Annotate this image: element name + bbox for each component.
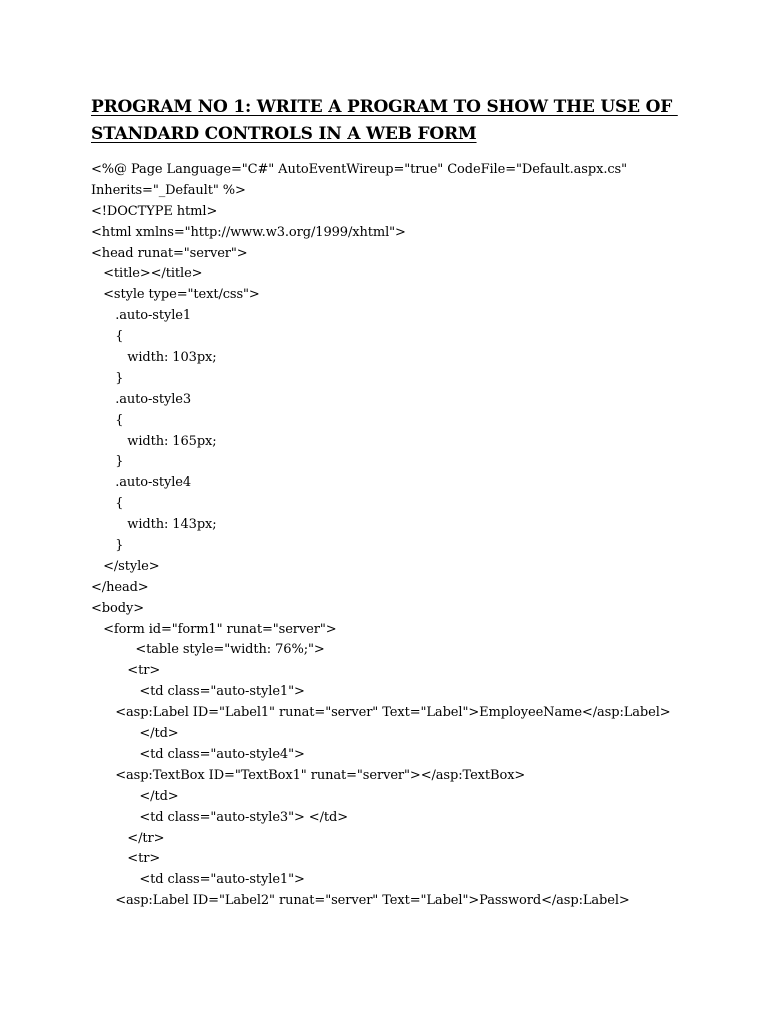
code-line: </td>	[91, 788, 179, 804]
code-line: <title></title>	[91, 266, 203, 282]
code-line: }	[91, 370, 124, 386]
code-line: <head runat="server">	[91, 245, 248, 261]
code-line: <!DOCTYPE html>	[91, 203, 218, 219]
code-line: {	[91, 412, 124, 428]
code-line: </td>	[91, 726, 179, 742]
code-listing	[91, 160, 751, 912]
code-line: <asp:Label ID="Label2" runat="server" Text="Label">Password</asp:Label>	[91, 893, 630, 909]
code-line: <body>	[91, 600, 144, 616]
code-line: <td class="auto-style1">	[91, 684, 305, 700]
code-line: Inherits="_Default" %>	[91, 182, 246, 198]
code-line: </style>	[91, 558, 160, 574]
program-heading	[91, 94, 711, 148]
code-line: .auto-style4	[91, 475, 192, 491]
code-line: width: 143px;	[91, 517, 217, 533]
code-line: {	[91, 329, 124, 345]
code-line: </head>	[91, 579, 149, 595]
code-line: {	[91, 496, 124, 512]
code-line: <%@ Page Language="C#" AutoEventWireup="true" CodeFile="Default.aspx.cs"	[91, 162, 627, 177]
heading-line-2: STANDARD CONTROLS IN A WEB FORM	[91, 124, 477, 144]
code-line: .auto-style1	[91, 308, 192, 324]
code-line: </tr>	[91, 830, 165, 846]
code-line: <td class="auto-style1">	[91, 872, 305, 888]
code-line: width: 103px;	[91, 350, 217, 366]
code-line: <tr>	[91, 663, 161, 679]
code-line: <asp:TextBox ID="TextBox1" runat="server"></asp:TextBox>	[91, 767, 526, 783]
heading-line-1: PROGRAM NO 1: WRITE A PROGRAM TO SHOW THE USE OF	[91, 97, 678, 117]
code-line: <tr>	[91, 851, 161, 867]
code-line: <style type="text/css">	[91, 287, 260, 303]
code-line: }	[91, 454, 124, 470]
code-line: width: 165px;	[91, 433, 217, 449]
code-line: }	[91, 538, 124, 554]
code-line: <form id="form1" runat="server">	[91, 621, 337, 637]
code-line: <td class="auto-style3"> </td>	[91, 809, 349, 825]
code-line: <asp:Label ID="Label1" runat="server" Text="Label">EmployeeName</asp:Label>	[91, 705, 671, 721]
code-line: .auto-style3	[91, 391, 192, 407]
code-line: <html xmlns="http://www.w3.org/1999/xhtml">	[91, 224, 406, 240]
code-line: <table style="width: 76%;">	[91, 642, 325, 658]
code-line: <td class="auto-style4">	[91, 746, 305, 762]
